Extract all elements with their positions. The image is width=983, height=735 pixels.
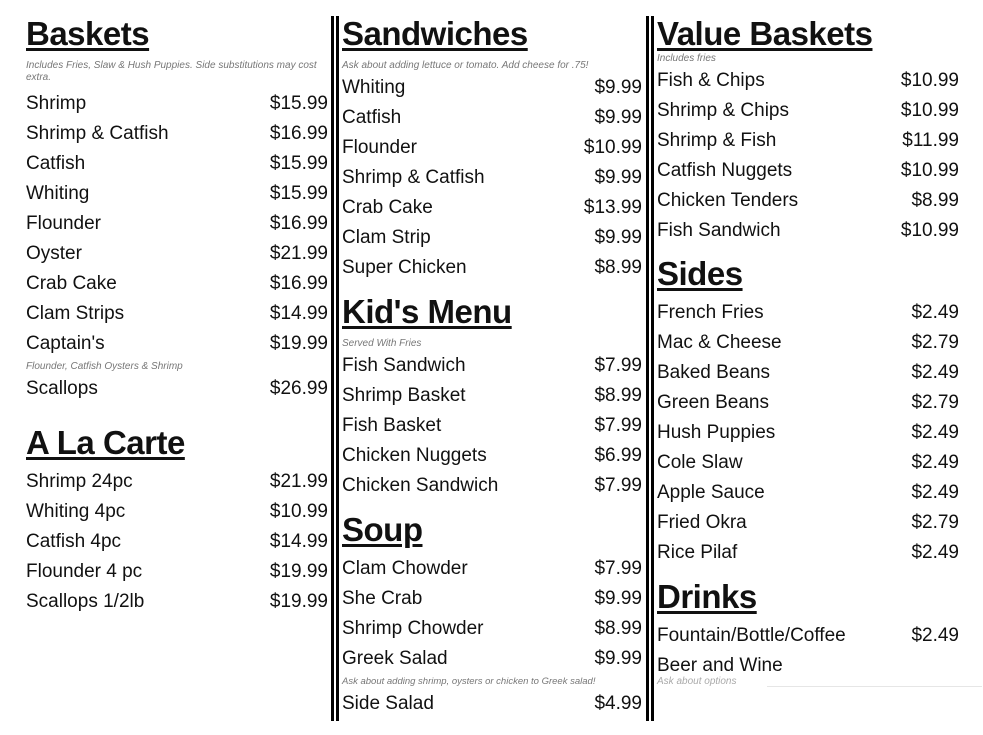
item-name: Fish & Chips xyxy=(657,70,765,91)
item-price: $16.99 xyxy=(269,273,328,294)
item-name: Scallops xyxy=(26,378,98,399)
item-price: $7.99 xyxy=(594,355,642,376)
item-name: French Fries xyxy=(657,302,764,323)
item-name: Catfish 4pc xyxy=(26,531,122,552)
menu-item xyxy=(657,66,959,96)
menu-item xyxy=(657,538,959,568)
menu-item xyxy=(26,149,328,179)
menu-item xyxy=(657,448,959,478)
item-price: $19.99 xyxy=(269,591,328,612)
item-name: Mac & Cheese xyxy=(657,332,782,353)
item-price: $26.99 xyxy=(269,378,328,399)
menu-item xyxy=(342,351,642,381)
item-price: $13.99 xyxy=(583,197,642,218)
column-divider-right xyxy=(646,16,654,721)
kids-menu-note: Served With Fries xyxy=(342,338,422,349)
item-name: Whiting xyxy=(26,183,90,204)
menu-item xyxy=(26,179,328,209)
section-title-drinks: Drinks xyxy=(657,578,757,615)
item-price: $9.99 xyxy=(594,588,642,609)
section-title-baskets: Baskets xyxy=(26,15,150,52)
item-name: Shrimp xyxy=(26,93,87,114)
item-name: She Crab xyxy=(342,588,423,609)
item-price: $4.99 xyxy=(594,693,642,714)
menu-item xyxy=(342,689,642,719)
item-price: $8.99 xyxy=(594,618,642,639)
item-name: Side Salad xyxy=(342,693,434,714)
column-divider-left xyxy=(331,16,339,721)
item-name: Shrimp Basket xyxy=(342,385,466,406)
item-price: $2.79 xyxy=(911,332,959,353)
item-price: $14.99 xyxy=(269,531,328,552)
item-name: Shrimp & Chips xyxy=(657,100,789,121)
menu-item xyxy=(26,374,328,404)
item-price: $9.99 xyxy=(594,107,642,128)
item-price: $8.99 xyxy=(594,257,642,278)
item-name: Oyster xyxy=(26,243,82,264)
menu-item xyxy=(26,89,328,119)
item-name: Captain's xyxy=(26,333,105,354)
item-name: Shrimp & Catfish xyxy=(342,167,485,188)
item-name: Green Beans xyxy=(657,392,769,413)
item-price: $2.79 xyxy=(911,392,959,413)
menu-item xyxy=(657,418,959,448)
captains-note: Flounder, Catfish Oysters & Shrimp xyxy=(26,361,183,372)
item-price: $2.49 xyxy=(911,362,959,383)
item-price: $9.99 xyxy=(594,167,642,188)
menu-item xyxy=(657,126,959,156)
item-name: Flounder xyxy=(26,213,101,234)
section-title-soup: Soup xyxy=(342,511,423,548)
item-name: Beer and Wine xyxy=(657,655,783,676)
section-title-a-la-carte: A La Carte xyxy=(26,424,185,461)
item-price: $10.99 xyxy=(583,137,642,158)
item-price: $15.99 xyxy=(269,93,328,114)
item-name: Fountain/Bottle/Coffee xyxy=(657,625,846,646)
menu-item xyxy=(657,328,959,358)
item-name: Fish Sandwich xyxy=(342,355,466,376)
item-price: $10.99 xyxy=(900,220,959,241)
item-name: Super Chicken xyxy=(342,257,467,278)
menu-item xyxy=(657,156,959,186)
menu-item xyxy=(342,411,642,441)
item-price: $19.99 xyxy=(269,561,328,582)
item-price: $2.49 xyxy=(911,452,959,473)
item-price: $8.99 xyxy=(594,385,642,406)
item-price: $9.99 xyxy=(594,648,642,669)
menu-item xyxy=(342,584,642,614)
item-name: Chicken Tenders xyxy=(657,190,799,211)
item-name: Greek Salad xyxy=(342,648,448,669)
menu-item xyxy=(26,587,328,617)
item-name: Apple Sauce xyxy=(657,482,765,503)
item-price: $11.99 xyxy=(902,130,959,151)
item-price: $6.99 xyxy=(594,445,642,466)
item-name: Fish Basket xyxy=(342,415,442,436)
menu-item xyxy=(657,478,959,508)
item-name: Fried Okra xyxy=(657,512,747,533)
menu-item xyxy=(342,163,642,193)
item-price: $10.99 xyxy=(900,160,959,181)
item-price: $15.99 xyxy=(269,183,328,204)
section-title-kids-menu: Kid's Menu xyxy=(342,293,512,330)
menu-item xyxy=(26,557,328,587)
item-name: Fish Sandwich xyxy=(657,220,781,241)
item-price: $10.99 xyxy=(900,70,959,91)
item-name: Clam Strips xyxy=(26,303,125,324)
item-price: $7.99 xyxy=(594,415,642,436)
item-price: $9.99 xyxy=(594,227,642,248)
item-name: Catfish xyxy=(26,153,86,174)
menu-item xyxy=(657,298,959,328)
item-price: $9.99 xyxy=(594,77,642,98)
item-name: Clam Strip xyxy=(342,227,431,248)
item-name: Scallops 1/2lb xyxy=(26,591,145,612)
item-price: $16.99 xyxy=(269,213,328,234)
item-name: Crab Cake xyxy=(26,273,117,294)
section-title-value-baskets: Value Baskets xyxy=(657,15,873,52)
menu-item xyxy=(26,269,328,299)
menu-item xyxy=(26,467,328,497)
menu-item xyxy=(657,621,959,651)
item-name: Flounder xyxy=(342,137,417,158)
item-name: Whiting 4pc xyxy=(26,501,126,522)
item-price: $2.49 xyxy=(911,302,959,323)
menu-item xyxy=(26,497,328,527)
menu-item xyxy=(342,441,642,471)
section-title-sides: Sides xyxy=(657,255,743,292)
menu-item xyxy=(342,614,642,644)
item-price: $2.79 xyxy=(911,512,959,533)
item-name: Crab Cake xyxy=(342,197,433,218)
drinks-note: Ask about options xyxy=(657,676,737,687)
menu-item xyxy=(342,73,642,103)
item-name: Shrimp Chowder xyxy=(342,618,484,639)
menu-item xyxy=(26,329,328,359)
menu-item xyxy=(26,119,328,149)
item-name: Hush Puppies xyxy=(657,422,776,443)
item-price: $16.99 xyxy=(269,123,328,144)
item-price: $10.99 xyxy=(900,100,959,121)
item-price: $2.49 xyxy=(911,422,959,443)
item-price: $21.99 xyxy=(269,471,328,492)
section-title-sandwiches: Sandwiches xyxy=(342,15,528,52)
menu-item xyxy=(342,471,642,501)
menu-item xyxy=(342,381,642,411)
item-price: $19.99 xyxy=(269,333,328,354)
item-price: $15.99 xyxy=(269,153,328,174)
baskets-note: Includes Fries, Slaw & Hush Puppies. Side substitutions may cost extra. xyxy=(26,60,317,83)
item-name: Catfish Nuggets xyxy=(657,160,793,181)
item-name: Rice Pilaf xyxy=(657,542,738,563)
item-name: Chicken Sandwich xyxy=(342,475,499,496)
menu-item xyxy=(26,299,328,329)
item-name: Shrimp & Catfish xyxy=(26,123,169,144)
item-price: $2.49 xyxy=(911,625,959,646)
item-price: $8.99 xyxy=(911,190,959,211)
menu-item xyxy=(342,103,642,133)
item-price: $2.49 xyxy=(911,542,959,563)
menu-item xyxy=(342,193,642,223)
menu-item xyxy=(657,186,959,216)
value-baskets-note: Includes fries xyxy=(657,53,716,64)
menu-item xyxy=(26,239,328,269)
item-name: Shrimp & Fish xyxy=(657,130,777,151)
item-price: $2.49 xyxy=(911,482,959,503)
item-name: Flounder 4 pc xyxy=(26,561,143,582)
menu-item xyxy=(657,388,959,418)
menu-item xyxy=(657,216,959,246)
item-name: Shrimp 24pc xyxy=(26,471,133,492)
menu-item xyxy=(657,358,959,388)
menu-item xyxy=(26,209,328,239)
greek-salad-note: Ask about adding shrimp, oysters or chicken to Greek salad! xyxy=(342,676,596,687)
item-name: Cole Slaw xyxy=(657,452,743,473)
faint-rule xyxy=(767,686,982,687)
item-name: Chicken Nuggets xyxy=(342,445,487,466)
sandwiches-note: Ask about adding lettuce or tomato. Add cheese for .75! xyxy=(342,60,589,71)
menu-item xyxy=(342,253,642,283)
item-price: $7.99 xyxy=(594,558,642,579)
item-name: Clam Chowder xyxy=(342,558,468,579)
item-name: Whiting xyxy=(342,77,406,98)
menu-item xyxy=(342,223,642,253)
item-price: $21.99 xyxy=(269,243,328,264)
menu-item xyxy=(657,96,959,126)
menu-item xyxy=(342,644,642,674)
menu-item xyxy=(26,527,328,557)
menu-item xyxy=(342,133,642,163)
item-price: $14.99 xyxy=(269,303,328,324)
menu-item xyxy=(342,554,642,584)
item-name: Baked Beans xyxy=(657,362,771,383)
menu-item xyxy=(657,508,959,538)
item-name: Catfish xyxy=(342,107,402,128)
item-price: $10.99 xyxy=(269,501,328,522)
item-price: $7.99 xyxy=(594,475,642,496)
